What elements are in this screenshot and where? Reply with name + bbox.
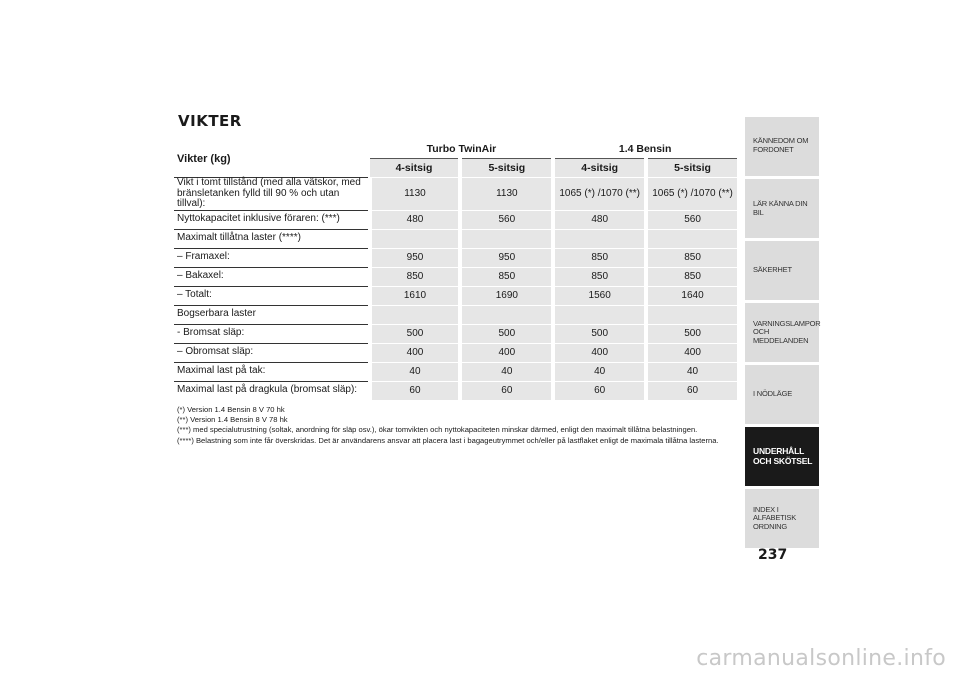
row-value: 40 xyxy=(553,362,646,381)
table-row xyxy=(174,248,737,267)
row-label: – Framaxel: xyxy=(174,248,370,267)
row-value: 60 xyxy=(460,381,553,400)
row-label: – Bakaxel: xyxy=(174,267,370,286)
row-value: 40 xyxy=(646,362,737,381)
row-value: 850 xyxy=(370,267,461,286)
table-row xyxy=(174,210,737,229)
table-row xyxy=(174,324,737,343)
row-value: 950 xyxy=(460,248,553,267)
row-label: Maximalt tillåtna laster (****) xyxy=(174,229,370,248)
table-row xyxy=(174,267,737,286)
row-value: 60 xyxy=(370,381,461,400)
table-row xyxy=(174,343,737,362)
row-value xyxy=(553,229,646,248)
row-label: Bogserbara laster xyxy=(174,305,370,324)
row-value xyxy=(370,229,461,248)
table-row xyxy=(174,381,737,400)
row-label: Nyttokapacitet inklusive föraren: (***) xyxy=(174,210,370,229)
row-value: 1065 (*) /1070 (**) xyxy=(646,178,737,211)
footnote: (**) Version 1.4 Bensin 8 V 78 hk xyxy=(177,415,288,425)
row-value xyxy=(646,229,737,248)
sidebar-tab-underhall[interactable]: UNDERHÅLL OCH SKÖTSEL xyxy=(745,427,819,486)
row-value: 850 xyxy=(553,267,646,286)
row-value: 500 xyxy=(646,324,737,343)
row-value: 850 xyxy=(646,248,737,267)
page-number: 237 xyxy=(758,547,788,563)
row-value: 560 xyxy=(646,210,737,229)
row-label: Maximal last på dragkula (bromsat släp): xyxy=(174,381,370,400)
row-value: 1610 xyxy=(370,286,461,305)
row-value xyxy=(553,305,646,324)
sidebar-tab-varningslampor[interactable]: VARNINGSLAMPOR OCH MEDDELANDEN xyxy=(745,303,819,362)
row-value xyxy=(460,305,553,324)
row-value: 500 xyxy=(553,324,646,343)
row-value: 850 xyxy=(553,248,646,267)
row-value: 1130 xyxy=(460,178,553,211)
footnote: (*) Version 1.4 Bensin 8 V 70 hk xyxy=(177,405,285,414)
row-value: 400 xyxy=(460,343,553,362)
row-value: 40 xyxy=(370,362,461,381)
row-label: - Bromsat släp: xyxy=(174,324,370,343)
footnote: (***) med specialutrustning (soltak, anordning för släp osv.), ökar tomvikten och nyttokapaciteten minskar därmed, enligt den maximalt tillåtna belastningen. xyxy=(177,425,698,435)
row-value: 400 xyxy=(370,343,461,362)
chapter-sidebar xyxy=(745,117,819,551)
sidebar-tab-nodlage[interactable]: I NÖDLÄGE xyxy=(745,365,819,424)
page-title: VIKTER xyxy=(178,112,242,130)
weights-table xyxy=(174,140,737,400)
group-turbo-twinair: Turbo TwinAir xyxy=(370,140,554,159)
row-value: 60 xyxy=(646,381,737,400)
row-value: 40 xyxy=(460,362,553,381)
table-row xyxy=(174,305,737,324)
watermark: carmanualsonline.info xyxy=(696,646,946,671)
row-value: 400 xyxy=(553,343,646,362)
row-value: 850 xyxy=(646,267,737,286)
subheader-col-3: 4-sitsig xyxy=(553,159,646,178)
row-value: 400 xyxy=(646,343,737,362)
row-value: 1690 xyxy=(460,286,553,305)
subheader-col-1: 4-sitsig xyxy=(370,159,461,178)
table-row xyxy=(174,229,737,248)
table-row xyxy=(174,286,737,305)
footnotes xyxy=(177,405,719,446)
row-value xyxy=(646,305,737,324)
row-label: – Totalt: xyxy=(174,286,370,305)
row-label: Maximal last på tak: xyxy=(174,362,370,381)
subheader-col-4: 5-sitsig xyxy=(646,159,737,178)
row-value: 1560 xyxy=(553,286,646,305)
row-value: 500 xyxy=(460,324,553,343)
sidebar-tab-index[interactable]: INDEX I ALFABETISK ORDNING xyxy=(745,489,819,548)
row-value: 560 xyxy=(460,210,553,229)
row-value: 850 xyxy=(460,267,553,286)
table-row xyxy=(174,178,737,211)
table-row xyxy=(174,362,737,381)
row-value: 480 xyxy=(370,210,461,229)
sidebar-tab-kannedom[interactable]: KÄNNEDOM OM FORDONET xyxy=(745,117,819,176)
row-value xyxy=(370,305,461,324)
row-value: 500 xyxy=(370,324,461,343)
row-value: 950 xyxy=(370,248,461,267)
row-value: 1130 xyxy=(370,178,461,211)
subheader-col-2: 5-sitsig xyxy=(460,159,553,178)
row-label: Vikt i tomt tillstånd (med alla vätskor, med bränsletanken fylld till 90 % och utan tillval): xyxy=(174,178,370,211)
sidebar-tab-lar-kanna[interactable]: LÄR KÄNNA DIN BIL xyxy=(745,179,819,238)
footnote: (****) Belastning som inte får överskridas. Det är användarens ansvar att placera last i bagageutrymmet och/eller på lastflaket enligt de maximala tillåtna lasterna. xyxy=(177,435,719,445)
row-value: 480 xyxy=(553,210,646,229)
row-value xyxy=(460,229,553,248)
row-value: 1065 (*) /1070 (**) xyxy=(553,178,646,211)
table-header-label: Vikter (kg) xyxy=(177,152,231,165)
row-value: 60 xyxy=(553,381,646,400)
row-label: – Obromsat släp: xyxy=(174,343,370,362)
row-value: 1640 xyxy=(646,286,737,305)
group-bensin: 1.4 Bensin xyxy=(553,140,737,159)
sidebar-tab-sakerhet[interactable]: SÄKERHET xyxy=(745,241,819,300)
